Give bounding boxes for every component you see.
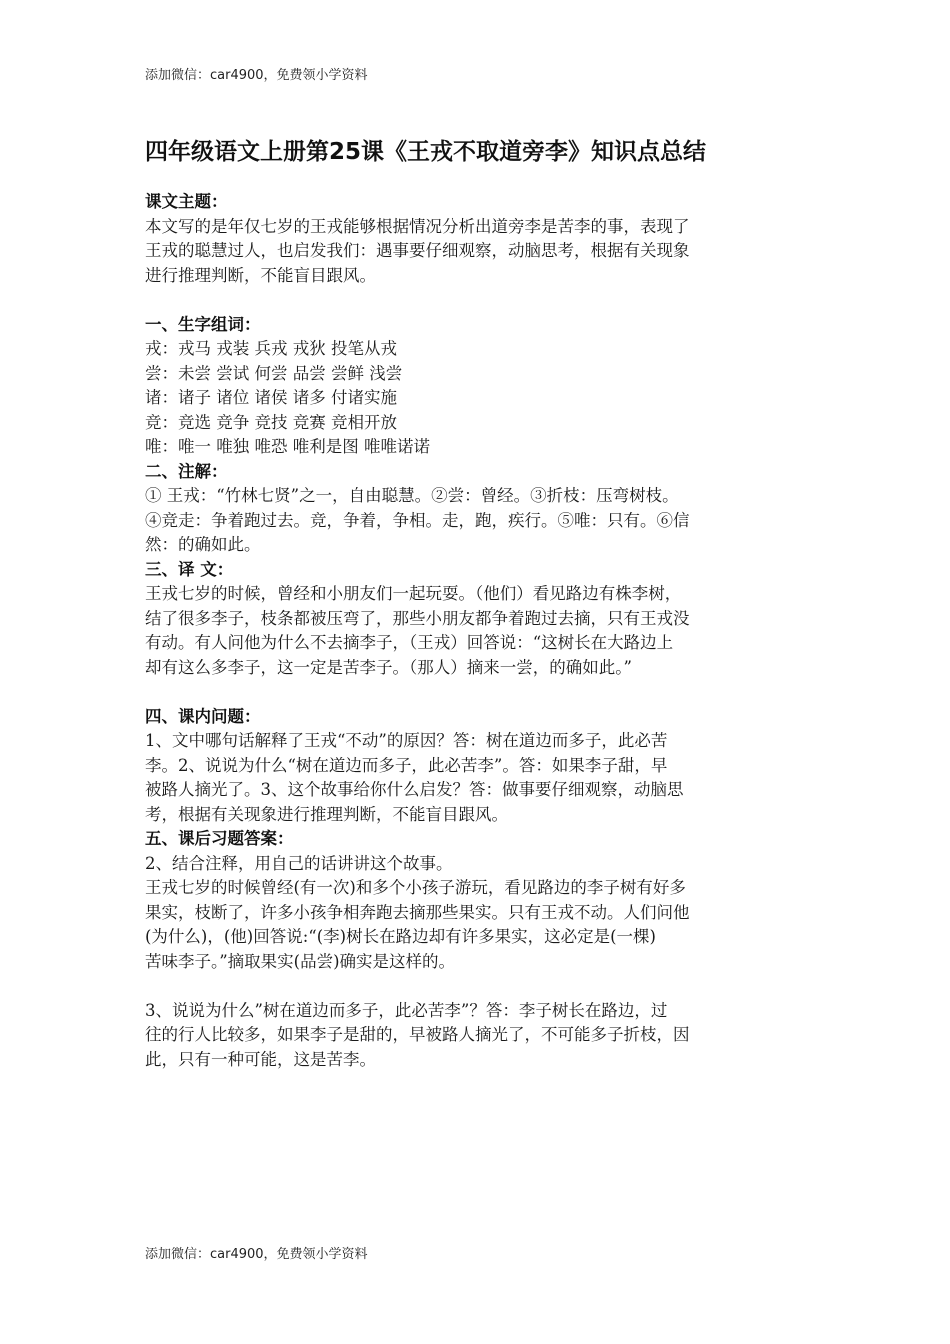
word-group-line: 竞：竞选 竞争 竞技 竞赛 竞相开放 (145, 412, 397, 432)
text-line: 然：的确如此。 (145, 535, 261, 554)
word-group-line: 尝：未尝 尝试 何尝 品尝 尝鲜 浅尝 (145, 363, 403, 383)
spacer (145, 680, 810, 705)
section3-heading: 三、译 文： (145, 559, 234, 579)
text-line: 此，只有一种可能，这是苦李。 (145, 1049, 376, 1069)
theme-heading: 课文主题： (145, 192, 228, 211)
spacer (145, 974, 810, 999)
text-line: 王戎七岁的时候曾经(有一次)和多个小孩子游玩，看见路边的李子树有好多 (145, 878, 686, 897)
section4-heading: 四、课内问题： (145, 706, 261, 726)
text-line: 苦味李子。”摘取果实(品尝)确实是这样的。 (145, 951, 456, 971)
text-line: 果实，枝断了，许多小孩争相奔跑去摘那些果实。只有王戎不动。人们问他 (145, 902, 690, 922)
text-line: 2、结合注释，用自己的话讲讲这个故事。 (145, 853, 453, 873)
text-line: 本文写的是年仅七岁的王戎能够根据情况分析出道旁李是苦李的事，表现了 (145, 216, 690, 236)
header-note: 添加微信：car4900，免费领小学资料 (145, 68, 368, 83)
text-line: 却有这么多李子，这一定是苦李子。（那人）摘来一尝，的确如此。” (145, 657, 632, 677)
word-group-line: 戎：戎马 戎装 兵戎 戎狄 投笔从戎 (145, 339, 397, 358)
text-line: 考，根据有关现象进行推理判断，不能盲目跟风。 (145, 804, 508, 824)
text-line: 1、文中哪句话解释了王戎“不动”的原因？答：树在道边而多子，此必苦 (145, 731, 668, 750)
text-line: 有动。有人问他为什么不去摘李子，（王戎）回答说：“这树长在大路边上 (145, 633, 674, 652)
document-content (145, 134, 810, 1072)
section5-paragraph-2 (145, 999, 810, 1073)
text-line: 被路人摘光了。3、这个故事给你什么启发？答：做事要仔细观察，动脑思 (145, 780, 684, 799)
document-title: 四年级语文上册第25课《王戎不取道旁李》知识点总结 (145, 139, 707, 165)
section3-paragraph (145, 582, 810, 680)
word-group-line: 诸：诸子 诸位 诸侯 诸多 付诸实施 (145, 388, 397, 407)
spacer (145, 288, 810, 313)
text-line: 3、说说为什么”树在道边而多子，此必苦李”？答：李子树长在路边，过 (145, 1000, 668, 1020)
section5-heading: 五、课后习题答案： (145, 829, 294, 848)
text-line: 进行推理判断，不能盲目跟风。 (145, 265, 376, 285)
footer-note: 添加微信：car4900，免费领小学资料 (145, 1247, 368, 1262)
section1-heading: 一、生字组词： (145, 314, 261, 334)
section5-paragraph (145, 852, 810, 975)
section1-list (145, 337, 810, 460)
text-line: 往的行人比较多，如果李子是甜的，早被路人摘光了，不可能多子折枝，因 (145, 1025, 690, 1044)
section2-heading: 二、注解： (145, 461, 228, 481)
section2-paragraph (145, 484, 810, 558)
text-line: 结了很多李子，枝条都被压弯了，那些小朋友都争着跑过去摘，只有王戎没 (145, 608, 690, 628)
text-line: 李。2、说说为什么“树在道边而多子，此必苦李”。答：如果李子甜，早 (145, 755, 668, 775)
text-line: 王戎七岁的时候，曾经和小朋友们一起玩耍。（他们）看见路边有株李树， (145, 584, 682, 603)
text-line: (为什么)，(他)回答说:“(李)树长在路边却有许多果实，这必定是(一棵) (145, 927, 656, 946)
text-line: ④竞走：争着跑过去。竞，争着，争相。走，跑，疾行。⑤唯：只有。⑥信 (145, 510, 690, 530)
text-line: ① 王戎：“竹林七贤”之一，自由聪慧。②尝：曾经。③折枝：压弯树枝。 (145, 486, 679, 505)
text-line: 王戎的聪慧过人，也启发我们：遇事要仔细观察，动脑思考，根据有关现象 (145, 241, 690, 260)
word-group-line: 唯：唯一 唯独 唯恐 唯利是图 唯唯诺诺 (145, 437, 430, 456)
theme-paragraph (145, 215, 810, 289)
section4-paragraph (145, 729, 810, 827)
